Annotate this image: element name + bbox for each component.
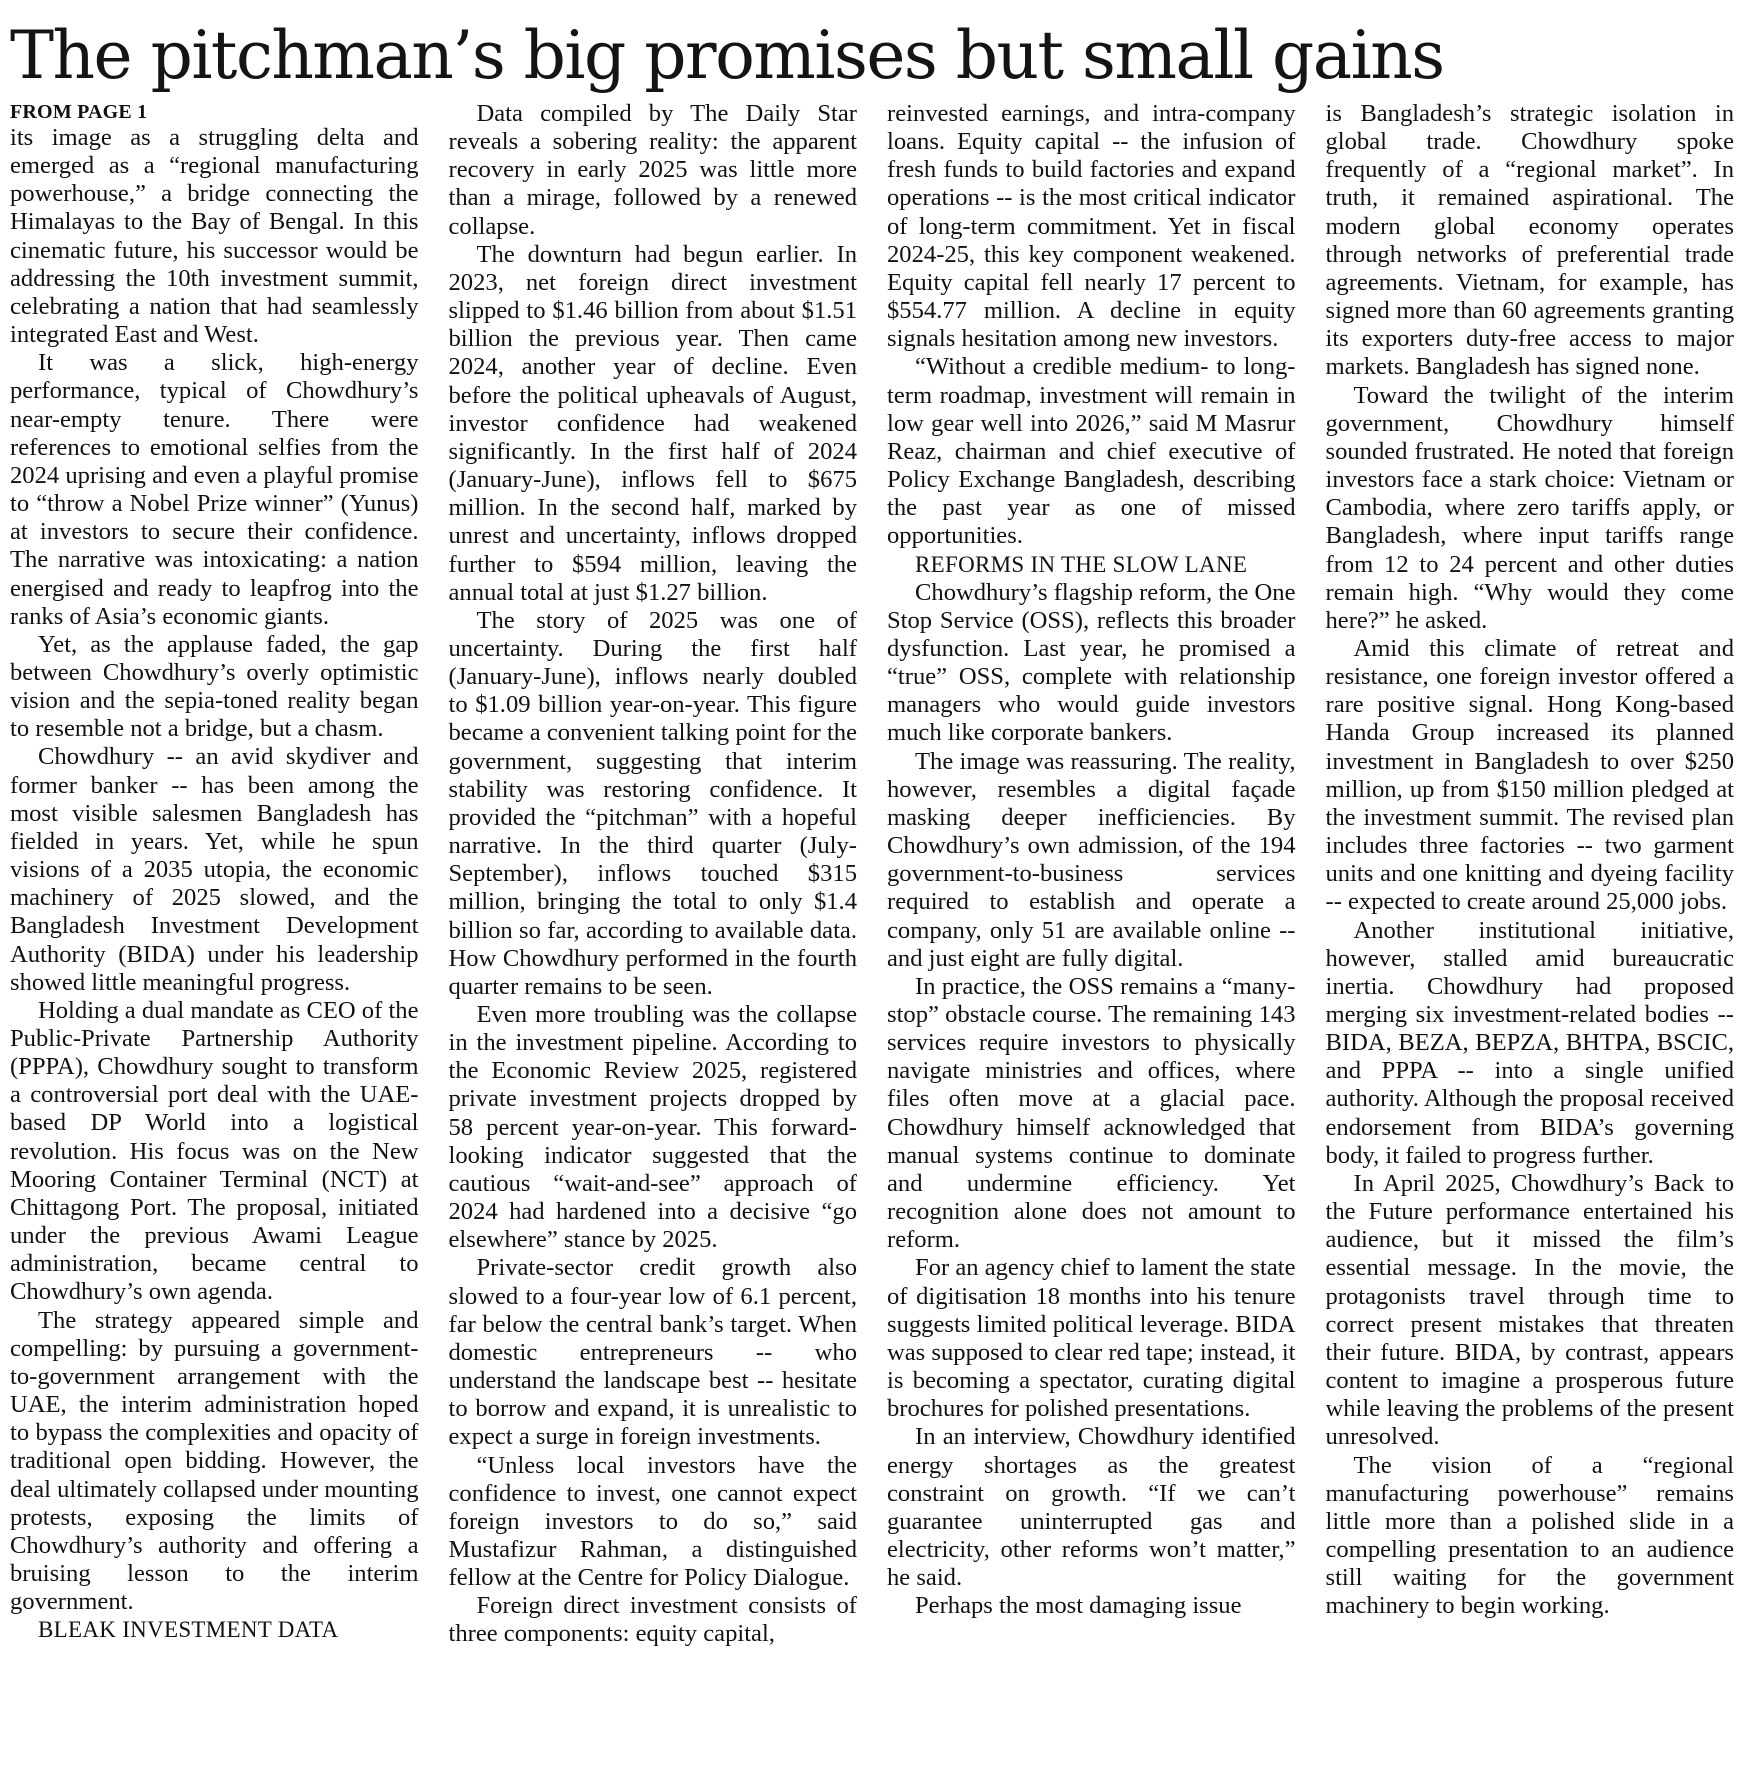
- column-1: [10, 100, 419, 1774]
- paragraph: It was a slick, high-energy performance, typical of Chowdhury’s near-empty tenure. There were references to emotional selfies from the 2024 uprising and even a playful promise to “throw a Nobel Prize winner” (Yunus) at investors to secure their confidence. The narrative was intoxicating: a nation energised and ready to leapfrog into the ranks of Asia’s economic giants.: [10, 349, 419, 630]
- article-body: [10, 100, 1734, 1774]
- paragraph: Chowdhury -- an avid skydiver and former banker -- has been among the most visible salesmen Bangladesh has fielded in years. Yet, while he spun visions of a 2035 utopia, the economic machinery of 2025 slowed, and the Bangladesh Investment Development Authority (BIDA) under his leadership showed little meaningful progress.: [10, 743, 419, 996]
- paragraph: “Unless local investors have the confidence to invest, one cannot expect foreign investors to do so,” said Mustafizur Rahman, a distinguished fellow at the Centre for Policy Dialogue.: [448, 1451, 857, 1592]
- paragraph: is Bangladesh’s strategic isolation in global trade. Chowdhury spoke frequently of a “regional market”. In truth, it remained aspirational. The modern global economy operates through networks of preferential trade agreements. Vietnam, for example, has signed more than 60 agreements granting its exporters duty-free access to major markets. Bangladesh has signed none.: [1325, 100, 1734, 381]
- subhead-bleak-investment-data: BLEAK INVESTMENT DATA: [38, 1617, 339, 1643]
- column-2: [449, 100, 858, 1774]
- paragraph: The image was reassuring. The reality, however, resembles a digital façade masking deeper inefficiencies. By Chowdhury’s own admission, of the 194 government-to-business services required to establish and operate a company, only 51 are available online -- and just eight are fully digital.: [887, 747, 1296, 972]
- paragraph: The strategy appeared simple and compelling: by pursuing a government-to-government arrangement with the UAE, the interim administration hoped to bypass the complexities and opacity of traditional open bidding. However, the deal ultimately collapsed under mounting protests, exposing the limits of Chowdhury’s authority and offering a bruising lesson to the interim government.: [10, 1306, 419, 1616]
- paragraph: reinvested earnings, and intra-company loans. Equity capital -- the infusion of fresh funds to build factories and expand operations -- is the most critical indicator of long-term commitment. Yet in fiscal 2024-25, this key component weakened. Equity capital fell nearly 17 percent to $554.77 million. A decline in equity signals hesitation among new investors.: [887, 100, 1296, 353]
- subhead-reforms-in-the-slow-lane: REFORMS IN THE SLOW LANE: [915, 551, 1248, 577]
- column-3: [887, 100, 1296, 1774]
- paragraph: Holding a dual mandate as CEO of the Public-Private Partnership Authority (PPPA), Chowdhury sought to transform a controversial port deal with the UAE-based DP World into a logistical revolution. His focus was on the New Mooring Container Terminal (NCT) at Chittagong Port. The proposal, initiated under the previous Awami League administration, became central to Chowdhury’s own agenda.: [10, 996, 419, 1306]
- paragraph: its image as a struggling delta and emerged as a “regional manufacturing powerhouse,” a bridge connecting the Himalayas to the Bay of Bengal. In this cinematic future, his successor would be addressing the 10th investment summit, celebrating a nation that had seamlessly integrated East and West.: [10, 124, 419, 349]
- paragraph: The downturn had begun earlier. In 2023, net foreign direct investment slipped to $1.46 billion from about $1.51 billion the previous year. Then came 2024, another year of decline. Even before the political upheavals of August, investor confidence had weakened significantly. In the first half of 2024 (January-June), inflows fell to $675 million. In the second half, marked by unrest and uncertainty, inflows dropped further to $594 million, leaving the annual total at just $1.27 billion.: [448, 240, 857, 606]
- paragraph: The vision of a “regional manufacturing powerhouse” remains little more than a polished slide in a compelling presentation to an audience still waiting for the government machinery to begin working.: [1325, 1451, 1734, 1620]
- jump-label: FROM PAGE 1: [10, 101, 148, 123]
- paragraph: Yet, as the applause faded, the gap between Chowdhury’s overly optimistic vision and the sepia-toned reality began to resemble not a bridge, but a chasm.: [10, 630, 419, 743]
- paragraph: “Without a credible medium- to long-term roadmap, investment will remain in low gear well into 2026,” said M Masrur Reaz, chairman and chief executive of Policy Exchange Bangladesh, describing the past year as one of missed opportunities.: [887, 353, 1296, 550]
- column-4: [1326, 100, 1735, 1774]
- paragraph: Perhaps the most damaging issue: [915, 1592, 1242, 1620]
- paragraph: For an agency chief to lament the state of digitisation 18 months into his tenure suggests limited political leverage. BIDA was supposed to clear red tape; instead, it is becoming a spectator, curating digital brochures for polished presentations.: [887, 1254, 1296, 1423]
- paragraph: Foreign direct investment consists of three components: equity capital,: [448, 1592, 857, 1648]
- paragraph: Private-sector credit growth also slowed to a four-year low of 6.1 percent, far below the central bank’s target. When domestic entrepreneurs -- who understand the landscape best -- hesitate to borrow and expand, it is unrealistic to expect a surge in foreign investments.: [448, 1254, 857, 1451]
- paragraph: The story of 2025 was one of uncertainty. During the first half (January-June), inflows nearly doubled to $1.09 billion year-on-year. This figure became a convenient talking point for the government, suggesting that interim stability was restoring confidence. It provided the “pitchman” with a hopeful narrative. In the third quarter (July-September), inflows touched $315 million, bringing the total to only $1.4 billion so far, according to available data. How Chowdhury performed in the fourth quarter remains to be seen.: [448, 606, 857, 1000]
- paragraph: In April 2025, Chowdhury’s Back to the Future performance entertained his audience, but it missed the film’s essential message. In the movie, the protagonists travel through time to correct present mistakes that threaten their future. BIDA, by contrast, appears content to imagine a prosperous future while leaving the problems of the present unresolved.: [1325, 1169, 1734, 1451]
- paragraph: In an interview, Chowdhury identified energy shortages as the greatest constraint on growth. “If we can’t guarantee uninterrupted gas and electricity, other reforms won’t matter,” he said.: [887, 1423, 1296, 1592]
- paragraph: Amid this climate of retreat and resistance, one foreign investor offered a rare positive signal. Hong Kong-based Handa Group increased its planned investment in Bangladesh to over $250 million, up from $150 million pledged at the investment summit. The revised plan includes three factories -- two garment units and one knitting and dyeing facility -- expected to create around 25,000 jobs.: [1325, 634, 1734, 916]
- paragraph: Another institutional initiative, however, stalled amid bureaucratic inertia. Chowdhury had proposed merging six investment-related bodies -- BIDA, BEZA, BEPZA, BHTPA, BSCIC, and PPPA -- into a single unified authority. Although the proposal received endorsement from BIDA’s governing body, it failed to progress further.: [1325, 916, 1734, 1169]
- paragraph: In practice, the OSS remains a “many-stop” obstacle course. The remaining 143 services require investors to physically navigate ministries and offices, where files often move at a glacial pace. Chowdhury himself acknowledged that manual systems continue to dominate and undermine efficiency. Yet recognition alone does not amount to reform.: [887, 972, 1296, 1254]
- headline: The pitchman’s big promises but small gains: [10, 17, 1444, 94]
- paragraph: Even more troubling was the collapse in the investment pipeline. According to the Economic Review 2025, registered private investment projects dropped by 58 percent year-on-year. This forward-looking indicator suggested that the cautious “wait-and-see” approach of 2024 had hardened into a decisive “go elsewhere” stance by 2025.: [448, 1001, 857, 1254]
- paragraph: Chowdhury’s flagship reform, the One Stop Service (OSS), reflects this broader dysfunction. Last year, he promised a “true” OSS, complete with relationship managers who would guide investors much like corporate bankers.: [887, 578, 1296, 747]
- paragraph: Data compiled by The Daily Star reveals a sobering reality: the apparent recovery in early 2025 was little more than a mirage, followed by a renewed collapse.: [448, 100, 857, 240]
- paragraph: Toward the twilight of the interim government, Chowdhury himself sounded frustrated. He noted that foreign investors face a stark choice: Vietnam or Cambodia, where zero tariffs apply, or Bangladesh, where input tariffs range from 12 to 24 percent and other duties remain high. “Why would they come here?” he asked.: [1325, 381, 1734, 634]
